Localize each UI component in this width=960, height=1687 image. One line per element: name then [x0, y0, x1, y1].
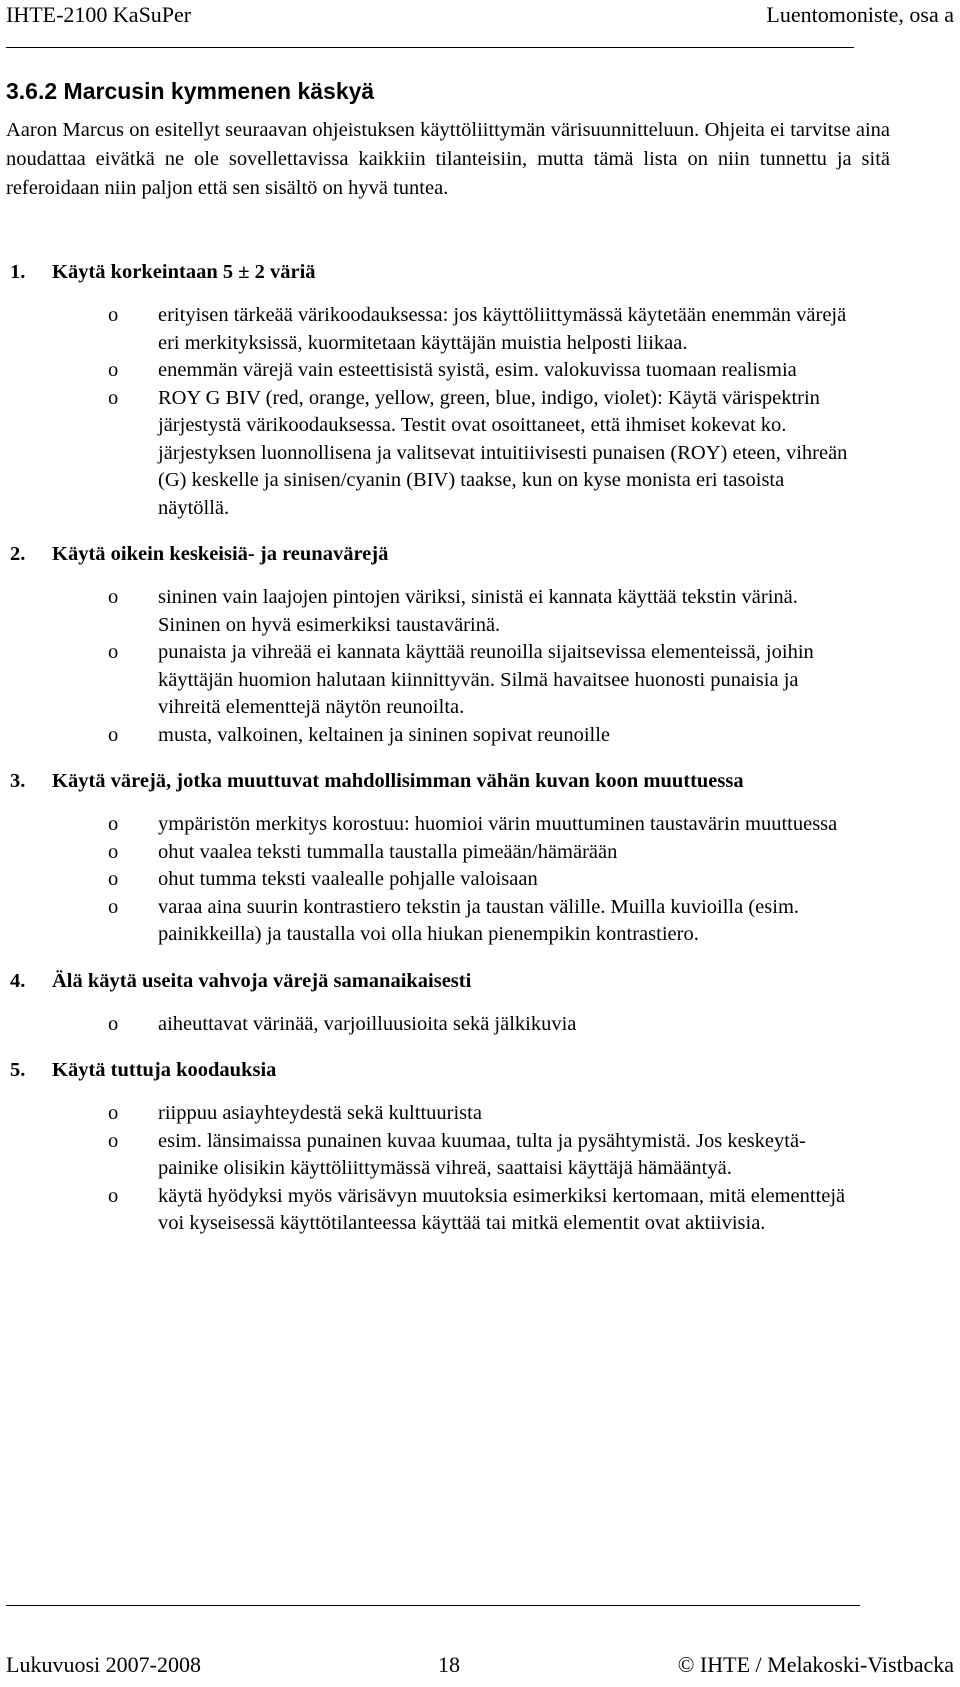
bullet-item [6, 357, 896, 385]
bullet-text: ympäristön merkitys korostuu: huomioi värin muuttuminen taustavärin muuttuessa [158, 813, 838, 835]
bullet-item [6, 302, 896, 357]
rule-number: 3. [10, 770, 26, 792]
bullet-text: esim. länsimaissa punainen kuvaa kuumaa, tulta ja pysähtymistä. Jos keskeytä-painike olisikin käyttöliittymässä vihreä, saattaisi käyttäjä hämääntyä. [158, 1129, 806, 1179]
bullet-item [6, 894, 896, 949]
rule-item [6, 967, 896, 1039]
bullet-text: sininen vain laajojen pintojen väriksi, sinistä ei kannata käyttää tekstin värinä. Sininen on hyvä esimerkiksi taustavärinä. [158, 586, 798, 636]
section-title: 3.6.2 Marcusin kymmenen käskyä [6, 78, 375, 104]
bullet-item [6, 839, 896, 867]
footer-copyright: © IHTE / Melakoski-Vistbacka [677, 1652, 954, 1677]
rule-item [6, 767, 896, 949]
bullet-item [6, 385, 896, 523]
bullet-marker: o [108, 1129, 119, 1152]
rule-bullets [6, 1100, 896, 1238]
rule-title: Käytä tuttuja koodauksia [52, 1059, 277, 1081]
bullet-marker: o [108, 813, 119, 835]
rule-bullets [6, 811, 896, 949]
bullet-item [6, 866, 896, 894]
rule-item [6, 540, 896, 749]
header-rule [6, 47, 854, 48]
rule-heading [6, 258, 896, 287]
rule-item [6, 258, 896, 522]
bullet-text: musta, valkoinen, keltainen ja sininen sopivat reunoille [158, 723, 611, 746]
rule-title: Käytä oikein keskeisiä- ja reunavärejä [52, 543, 389, 565]
bullet-item [6, 1011, 896, 1039]
rules-list [6, 258, 896, 1256]
rule-title: Käytä korkeintaan 5 ± 2 väriä [52, 261, 316, 283]
footer-year: Lukuvuosi 2007-2008 [6, 1652, 201, 1677]
rule-number: 5. [10, 1059, 26, 1081]
bullet-item [6, 1128, 896, 1183]
bullet-text: punaista ja vihreää ei kannata käyttää reunoilla sijaitsevissa elementeissä, joihin käyttäjän huomion halutaan kiinnittyvän. Silmä havaitsee huonosti punaisia ja vihreitä elementtejä näytön reunoilta. [158, 641, 814, 718]
bullet-text: varaa aina suurin kontrastiero tekstin ja taustan välille. Muilla kuvioilla (esim. painikkeilla) ja taustalla voi olla hiukan pienempikin kontrastiero. [158, 895, 800, 945]
bullet-marker: o [108, 1012, 119, 1035]
bullet-marker: o [108, 386, 119, 409]
page-footer [6, 1652, 954, 1678]
header-doc-title: Luentomoniste, osa a [766, 2, 954, 27]
rule-title: Älä käytä useita vahvoja värejä samanaikaisesti [52, 969, 472, 992]
bullet-text: aiheuttavat värinää, varjoilluusioita sekä jälkikuvia [158, 1012, 577, 1035]
bullet-marker: o [108, 840, 119, 863]
rule-item [6, 1056, 896, 1238]
rule-heading [6, 767, 896, 796]
rule-title: Käytä värejä, jotka muuttuvat mahdollisimman vähän kuvan koon muuttuessa [52, 770, 744, 792]
rule-heading [6, 540, 896, 569]
rule-number: 4. [10, 969, 26, 992]
bullet-marker: o [108, 359, 119, 381]
page-header [6, 0, 954, 42]
bullet-item [6, 1100, 896, 1128]
page-number: 18 [438, 1652, 460, 1677]
rule-bullets [6, 302, 896, 522]
bullet-item [6, 639, 896, 722]
header-course: IHTE-2100 KaSuPer [6, 2, 192, 27]
bullet-marker: o [108, 304, 119, 326]
bullet-text: enemmän värejä vain esteettisistä syistä, esim. valokuvissa tuomaan realismia [158, 359, 797, 381]
bullet-text: ohut vaalea teksti tummalla taustalla pimeään/hämärään [158, 840, 618, 863]
rule-heading [6, 967, 896, 996]
footer-rule [6, 1605, 860, 1606]
bullet-item [6, 1183, 896, 1238]
rule-number: 1. [10, 261, 26, 283]
rule-heading [6, 1056, 896, 1085]
bullet-text: ohut tumma teksti vaalealle pohjalle valoisaan [158, 868, 538, 890]
intro-paragraph: Aaron Marcus on esitellyt seuraavan ohjeistuksen käyttöliittymän värisuunnitteluun. Ohjeita ei tarvitse aina noudattaa eivätkä ne ole sovellettavissa kaikkiin tilanteisiin, mutta tämä lista on niin tunnettu ja sitä referoidaan niin paljon että sen sisältö on hyvä tuntea. [6, 119, 890, 199]
bullet-marker: o [108, 641, 119, 663]
bullet-item [6, 722, 896, 750]
rule-bullets [6, 584, 896, 749]
rule-bullets [6, 1011, 896, 1039]
rule-number: 2. [10, 543, 26, 565]
bullet-text: riippuu asiayhteydestä sekä kulttuurista [158, 1102, 482, 1124]
bullet-marker: o [108, 586, 119, 608]
bullet-marker: o [108, 1102, 119, 1124]
bullet-marker: o [108, 723, 119, 746]
bullet-item [6, 811, 896, 839]
bullet-text: erityisen tärkeää värikoodauksessa: jos käyttöliittymässä käytetään enemmän värejä eri merkityksissä, kuormitetaan käyttäjän muistia helposti liikaa. [158, 304, 847, 354]
bullet-text: käytä hyödyksi myös värisävyn muutoksia esimerkiksi kertomaan, mitä elementtejä voi kyseisessä käyttötilanteessa käyttää tai mitkä elementit ovat aktiivisia. [158, 1184, 846, 1234]
bullet-marker: o [108, 895, 119, 918]
bullet-marker: o [108, 1184, 119, 1207]
bullet-text: ROY G BIV (red, orange, yellow, green, blue, indigo, violet): Käytä värispektrin järjestystä värikoodauksessa. Testit ovat osoittaneet, että ihmiset kokevat ko. järjestyksen luonnollisena ja valitsevat intuitiivisesti punaisen (ROY) eteen, vihreän (G) keskelle ja sinisen/cyanin (BIV) taakse, kun on kyse monista eri tasoista näytöllä. [158, 386, 848, 519]
bullet-item [6, 584, 896, 639]
bullet-marker: o [108, 868, 119, 890]
